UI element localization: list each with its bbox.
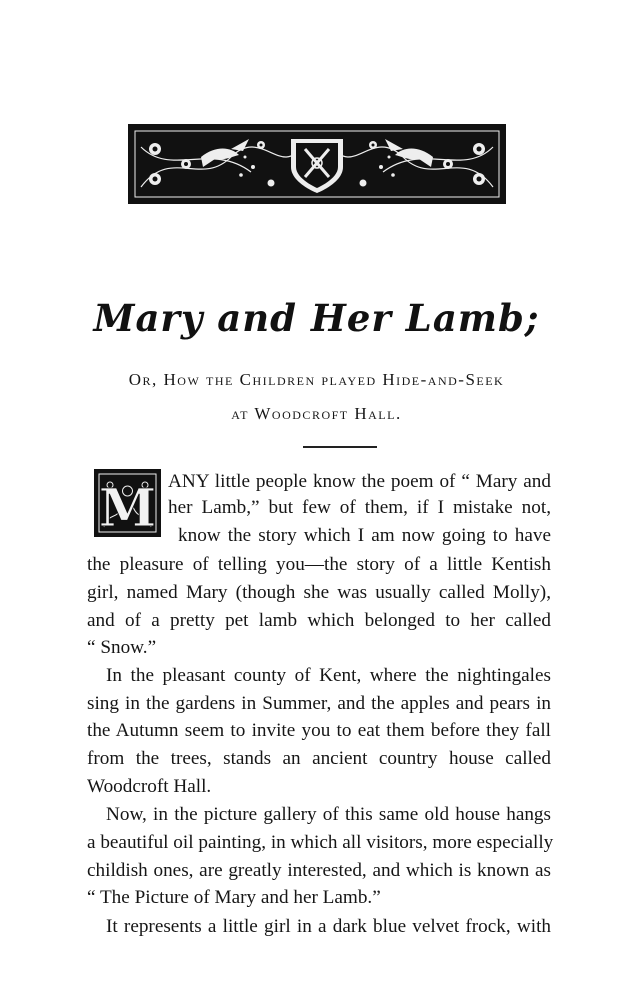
text-line: and of a pretty pet lamb which belonged to her called	[87, 610, 551, 631]
text-line: girl, named Mary (though she was usually called Molly),	[87, 582, 551, 603]
subtitle-text-2: at Woodcroft Hall.	[231, 404, 402, 423]
text-line: the Autumn seem to invite you to eat them before they fall	[87, 720, 551, 741]
text-line: from the trees, stands an ancient country house called	[87, 748, 551, 769]
text-line: In the pleasant county of Kent, where the nightingales	[106, 665, 551, 686]
text-line: sing in the gardens in Summer, and the apples and pears in	[87, 693, 551, 714]
text-line: her Lamb,” but few of them, if I mistake not,	[168, 497, 551, 518]
text-line: a beautiful oil painting, in which all visitors, more especially	[87, 832, 554, 853]
text-line: “ The Picture of Mary and her Lamb.”	[87, 887, 381, 908]
drop-cap-letter: M	[98, 478, 157, 535]
text-line: Now, in the picture gallery of this same old house hangs	[106, 804, 551, 825]
text-line: childish ones, are greatly interested, and which is known as	[87, 860, 551, 881]
chapter-subtitle-line-2	[0, 404, 633, 424]
text-line: “ Snow.”	[87, 637, 157, 658]
text-line: know the story which I am now going to have	[178, 525, 551, 546]
text-line: the pleasure of telling you—the story of a little Kentish	[87, 554, 551, 575]
chapter-subtitle-line-1	[0, 370, 633, 390]
text-line: Woodcroft Hall.	[87, 776, 212, 797]
title-divider-rule	[303, 446, 377, 448]
subtitle-text-1: Or, How the Children played Hide-and-Seek	[128, 370, 505, 389]
ornamental-headpiece	[128, 124, 506, 204]
chapter-title: Mary and Her Lamb;	[93, 296, 540, 340]
text-line: ANY little people know the poem of “ Mary and	[168, 471, 551, 492]
text-line: It represents a little girl in a dark blue velvet frock, with	[106, 916, 551, 937]
drop-cap-m	[94, 469, 161, 537]
